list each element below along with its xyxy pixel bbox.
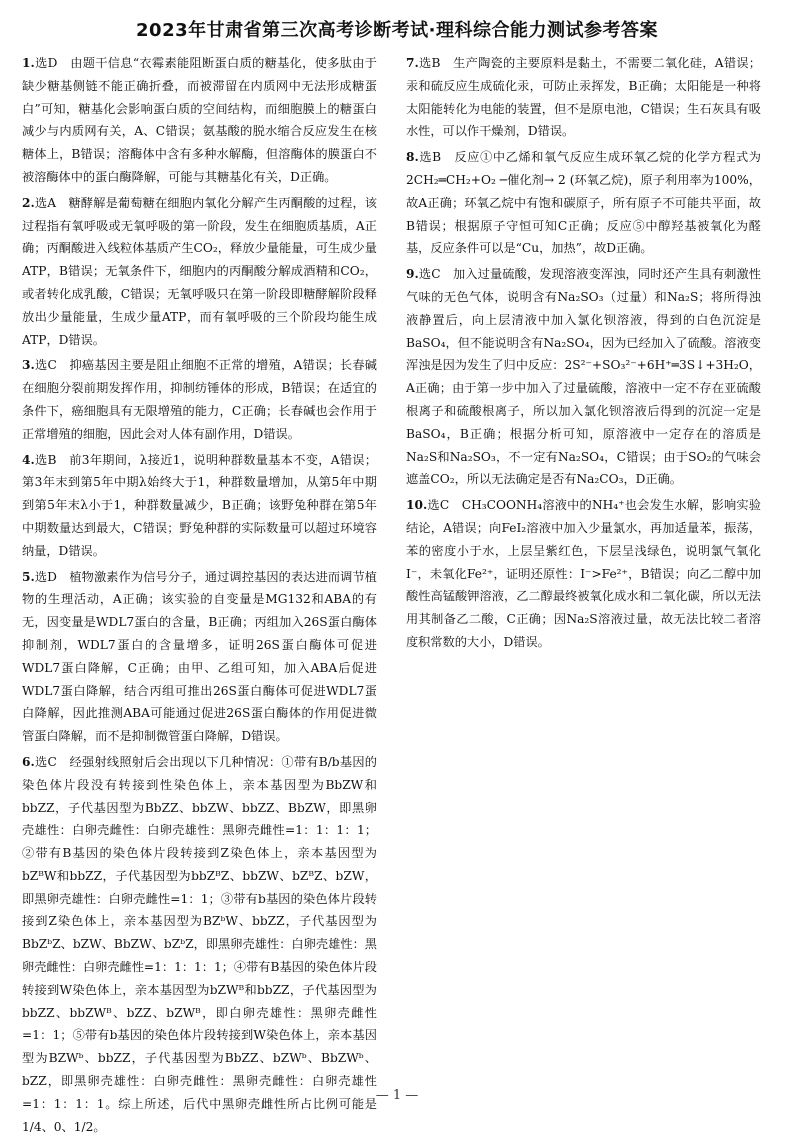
answer-number: 2.: [22, 195, 35, 210]
answer-text: 选B 反应①中乙烯和氧气反应生成环氧乙烷的化学方程式为2CH₂═CH₂+O₂ ─催化剂→ 2 (环氧乙烷)，原子利用率为100%，故A正确；环氧乙烷中有饱和碳原子，所有原子不可能共平面，故B错误；根据原子守恒可知C正确；反应⑤中醇羟基被氧化为醛基，反应条件可以是“Cu，加热”，故D正确。: [406, 150, 761, 256]
left-column: [22, 52, 377, 1141]
answer-text: 选B 前3年期间，λ接近1，说明种群数量基本不变，A错误；第3年末到第5年中期λ始终大于1，种群数量增加，从第5年中期到第5年末λ小于1，种群数量减少，B正确；该野兔种群在第5年中期数量达到最大，C错误；野兔种群的实际数量可以超过环境容纳量，D错误。: [22, 452, 377, 558]
answer-6: [22, 751, 377, 1139]
answer-text: 选D 植物激素作为信号分子，通过调控基因的表达进而调节植物的生理活动，A正确；该实验的自变量是MG132和ABA的有无，因变量是WDL7蛋白的含量，B正确；丙组加入26S蛋白酶体抑制剂，WDL7蛋白的含量增多，证明26S蛋白酶体可促进WDL7蛋白降解，C正确；由甲、乙组可知，加入ABA后促进WDL7蛋白降解，结合丙组可推出26S蛋白酶体可促进WDL7蛋白降解，因此推测ABA可能通过促进26S蛋白酶体的作用促进微管蛋白降解，而不是抑制微管蛋白降解，D错误。: [22, 569, 377, 744]
answer-3: [22, 354, 377, 445]
answer-2: [22, 192, 377, 352]
answer-number: 1.: [22, 56, 35, 70]
answer-number: 4.: [22, 452, 35, 467]
answer-1: [22, 52, 377, 189]
answer-4: [22, 449, 377, 563]
answer-text: 选C 加入过量硫酸，发现溶液变浑浊，同时还产生具有刺激性气味的无色气体，说明含有Na₂SO₃（过量）和Na₂S；将所得浊液静置后，向上层清液中加入氯化钡溶液，得到的白色沉淀是BaSO₄，但不能说明含有Na₂SO₄，因为已经加入了硫酸。溶液变浑浊是因为发生了归中反应：2S²⁻+SO₃²⁻+6H⁺═3S↓+3H₂O，A正确；由于第一步中加入了过量硫酸，溶液中一定不存在亚硫酸根离子和硫酸根离子，所以加入氯化钡溶液后得到的沉淀一定是BaSO₄，B正确；根据分析可知，原溶液中一定存在的溶质是Na₂S和Na₂SO₃，不一定有Na₂SO₄，C错误；由于SO₂的气味会遮盖CO₂，所以无法确定是否有Na₂CO₃，D正确。: [406, 267, 761, 487]
answer-number: 7.: [406, 56, 419, 70]
answer-text: 选C 抑癌基因主要是阻止细胞不正常的增殖，A错误；长春碱在细胞分裂前期发挥作用，抑制纺锤体的形成，B错误；在适宜的条件下，癌细胞具有无限增殖的能力，C正确；长春碱也会作用于正常增殖的细胞，因此会对人体有副作用，D错误。: [22, 358, 377, 441]
answer-8: [406, 146, 761, 260]
answer-text: 选A 糖酵解是葡萄糖在细胞内氧化分解产生丙酮酸的过程，该过程指有氧呼吸或无氧呼吸的第一阶段，发生在细胞质基质，A正确；丙酮酸进入线粒体基质产生CO₂，释放少量能量，可生成少量ATP，B错误；无氧条件下，细胞内的丙酮酸分解成酒精和CO₂，或者转化成乳酸，C错误；无氧呼吸只在第一阶段即糖酵解阶段释放出少量能量，生成少量ATP，而有氧呼吸的三个阶段均能生成ATP，D错误。: [22, 195, 377, 347]
answer-number: 9.: [406, 267, 419, 282]
right-column: [406, 52, 761, 657]
answer-text: 选C 经强射线照射后会出现以下几种情况：①带有B/b基因的染色体片段没有转接到性染色体上，亲本基因型为BbZW和bbZZ，子代基因型为BbZZ、bbZW、bbZZ、BbZW，即黑卵壳雄性：白卵壳雌性：白卵壳雄性：黑卵壳雌性=1：1：1：1；②带有B基因的染色体片段转接到Z染色体上，亲本基因型为bZᴮW和bbZZ，子代基因型为bbZᴮZ、bbZW、bZᴮZ、bZW，即黑卵壳雄性：白卵壳雌性=1：1；③带有b基因的染色体片段转接到Z染色体上，亲本基因型为BZᵇW、bbZZ，子代基因型为BbZᵇZ、bZW、BbZW、bZᵇZ，即黑卵壳雄性：白卵壳雄性：黑卵壳雌性：白卵壳雌性=1：1：1：1；④带有B基因的染色体片段转接到W染色体上，亲本基因型为bZWᴮ和bbZZ，子代基因型为bbZZ、bbZWᴮ、bZZ、bZWᴮ，即白卵壳雄性：黑卵壳雌性=1：1；⑤带有b基因的染色体片段转接到W染色体上，亲本基因型为BZWᵇ、bbZZ，子代基因型为BbZZ、bZWᵇ、BbZWᵇ、bZZ，即黑卵壳雄性：白卵壳雌性：黑卵壳雌性：白卵壳雄性=1：1：1：1。综上所述，后代中黑卵壳雌性所占比例可能是1/4、0、1/2。: [22, 754, 377, 1134]
answer-number: 3.: [22, 358, 35, 373]
answer-text: 选C CH₃COONH₄溶液中的NH₄⁺也会发生水解，影响实验结论，A错误；向FeI₂溶液中加入少量氯水，再加适量苯，振荡，苯的密度小于水，上层呈紫红色，下层呈浅绿色，说明氯气氧化I⁻，未氧化Fe²⁺，证明还原性：I⁻>Fe²⁺，B错误；向乙二醇中加酸性高锰酸钾溶液，乙二醇最终被氧化成水和二氧化碳，所以无法用其制备乙二酸，C正确；因Na₂S溶液过量，故无法比较二者溶度积常数的大小，D错误。: [406, 498, 761, 649]
answer-number: 5.: [22, 569, 35, 584]
answer-number: 8.: [406, 150, 419, 165]
answer-text: 选D 由题干信息“衣霉素能阻断蛋白质的糖基化，使多肽由于缺少糖基侧链不能正确折叠，而被滞留在内质网中无法形成糖蛋白”可知，糖基化会影响蛋白质的空间结构，而细胞膜上的糖蛋白减少与内质网有关，A、C错误；氨基酸的脱水缩合反应发生在核糖体上，B错误；溶酶体中含有多种水解酶，但溶酶体的膜蛋白不被溶酶体中的蛋白酶降解，可能与其糖基化有关，D正确。: [22, 56, 377, 184]
answer-5: [22, 566, 377, 748]
answer-text: 选B 生产陶瓷的主要原料是黏土，不需要二氧化硅，A错误；汞和硫反应生成硫化汞，可防止汞挥发，B正确；太阳能是一种将太阳能转化为电能的装置，但不是原电池，C错误；生石灰具有吸水性，可以作干燥剂，D错误。: [406, 56, 761, 139]
answer-10: [406, 494, 761, 654]
answer-number: 6.: [22, 754, 35, 769]
answer-number: 10.: [406, 498, 428, 513]
answer-9: [406, 263, 761, 491]
page-title: 2023年甘肃省第三次高考诊断考试·理科综合能力测试参考答案: [136, 20, 658, 41]
answer-7: [406, 52, 761, 143]
page-number: — 1 —: [375, 1088, 419, 1103]
